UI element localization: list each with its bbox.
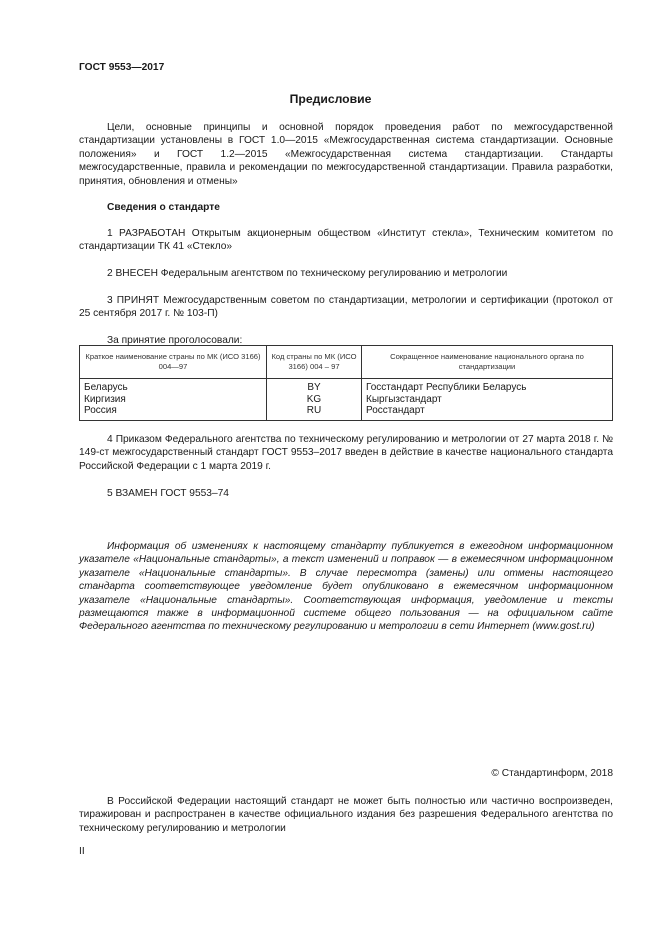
document-header: ГОСТ 9553—2017 xyxy=(79,62,165,73)
amendments-info: Информация об изменениях к настоящему стандарту публикуется в ежегодном информационном указателе «Национальные стандарты», а текст изменений и поправок — в ежемесячном информационном указателе «Национальные стандарты». В случае пересмотра (замены) или отмены настоящего стандарта соответствующее уведомление будет опубликовано в ежемесячном информационном указателе «Национальные стандарты». Соответствующая информация, уведомление и тексты размещаются также в информационной системе общего пользования — на официальном сайте Федерального агентства по техническому регулированию и метрологии в сети Интернет (www.gost.ru) xyxy=(79,541,613,633)
table-header-country: Краткое наименование страны по МК (ИСО 3166) 004—97 xyxy=(80,346,267,379)
table-cell-code: BY xyxy=(267,379,362,394)
item-developed: 1 РАЗРАБОТАН Открытым акционерным обществом «Институт стекла», Техническим комитетом по стандартизации ТК 41 «Стекло» xyxy=(79,228,613,253)
table-cell-country: Россия xyxy=(80,405,267,420)
table-cell-body: Госстандарт Республики Беларусь xyxy=(362,379,613,394)
copyright: © Стандартинформ, 2018 xyxy=(491,768,613,779)
table-cell-country: Киргизия xyxy=(80,394,267,406)
table-cell-body: Кыргызстандарт xyxy=(362,394,613,406)
section-heading: Сведения о стандарте xyxy=(107,202,220,213)
page-title: Предисловие xyxy=(289,92,372,106)
page-number: II xyxy=(79,846,85,857)
table-header-code: Код страны по МК (ИСО 3166) 004 – 97 xyxy=(267,346,362,379)
voted-label: За принятие проголосовали: xyxy=(107,335,243,346)
item-adopted: 3 ПРИНЯТ Межгосударственным советом по стандартизации, метрологии и сертификации (протокол от 25 сентября 2017 г. № 103-П) xyxy=(79,295,613,320)
table-cell-country: Беларусь xyxy=(80,379,267,394)
item-introduced: 2 ВНЕСЕН Федеральным агентством по техническому регулированию и метрологии xyxy=(107,268,508,279)
rights-notice: В Российской Федерации настоящий стандарт не может быть полностью или частично воспроизведен, тиражирован и распространен в качестве официального издания без разрешения Федерального агентства по техническому регулированию и метрологии xyxy=(79,796,613,834)
table-cell-code: KG xyxy=(267,394,362,406)
table-header-body: Сокращенное наименование национального органа по стандартизации xyxy=(362,346,613,379)
table-cell-body: Росстандарт xyxy=(362,405,613,420)
table-cell-code: RU xyxy=(267,405,362,420)
intro-paragraph: Цели, основные принципы и основной порядок проведения работ по межгосударственной стандартизации установлены в ГОСТ 1.0—2015 «Межгосударственная система стандартизации. Основные положения» и ГОСТ 1.2—2015 «Межгосударственная система стандартизации. Стандарты межгосударственные, правила и рекомендации по межгосударственной стандартизации. Правила разработки, принятия, обновления и отмены» xyxy=(79,122,613,187)
voting-table xyxy=(79,345,613,421)
table-header-row xyxy=(80,346,613,379)
table-row xyxy=(80,405,613,420)
item-replaces: 5 ВЗАМЕН ГОСТ 9553–74 xyxy=(107,488,229,499)
table-row xyxy=(80,379,613,394)
item-order: 4 Приказом Федерального агентства по техническому регулированию и метрологии от 27 марта 2018 г. № 149-ст межгосударственный стандарт ГОСТ 9553–2017 введен в действие в качестве национального стандарта Российской Федерации с 1 марта 2019 г. xyxy=(79,434,613,472)
table-row xyxy=(80,394,613,406)
